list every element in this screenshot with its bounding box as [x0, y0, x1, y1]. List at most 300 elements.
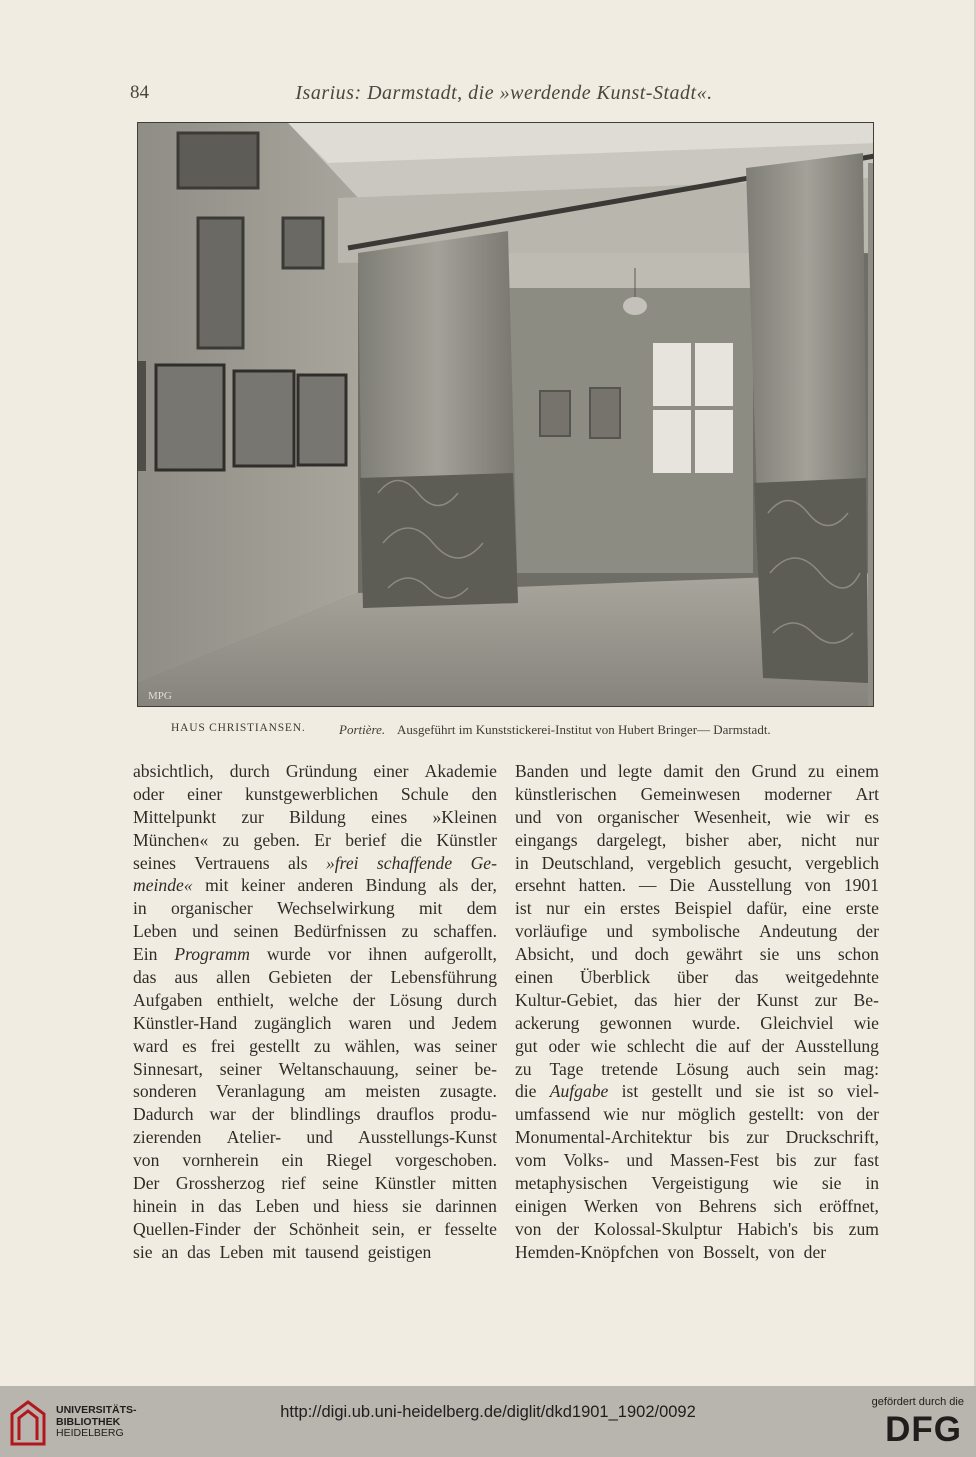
- word: Gebieten: [268, 967, 332, 988]
- word: Ausstellungs-Kunst: [358, 1127, 497, 1148]
- word: Quellen-Finder: [133, 1218, 241, 1239]
- word: »frei: [325, 852, 359, 873]
- word: fast: [853, 1150, 879, 1171]
- text-line: [133, 1241, 497, 1264]
- text-line: [515, 1035, 879, 1058]
- word: und: [606, 921, 633, 942]
- running-title: Isarius: Darmstadt, die »werdende Kunst-Stadt«.: [295, 82, 713, 104]
- word: und: [626, 1150, 653, 1171]
- word: über: [676, 967, 709, 988]
- word: das: [218, 1195, 242, 1216]
- text-line: [133, 852, 497, 875]
- word: gestellt: [651, 1081, 703, 1102]
- word: Banden: [515, 761, 569, 781]
- text-line: [515, 1172, 879, 1195]
- word: war: [209, 1104, 236, 1125]
- word: Ausstellung: [707, 875, 792, 896]
- word: Absicht,: [515, 944, 575, 965]
- word: der: [803, 1241, 827, 1262]
- text-line: [133, 966, 497, 989]
- word: Grossherzog: [175, 1173, 265, 1194]
- text-line: [515, 1012, 879, 1035]
- word: von: [667, 1241, 695, 1262]
- word: Kolossal-Skulptur: [594, 1218, 723, 1239]
- word: schaffen.: [433, 921, 497, 942]
- word: fesselte: [444, 1218, 497, 1239]
- word: darinnen: [435, 1195, 497, 1216]
- word: es: [864, 806, 879, 827]
- word: der: [349, 967, 373, 988]
- word: zierenden: [133, 1127, 202, 1148]
- word: in: [865, 1173, 879, 1194]
- word: von: [556, 806, 583, 827]
- word: von: [768, 1241, 795, 1262]
- word: Leben: [219, 1241, 264, 1262]
- word: Aufgabe: [549, 1081, 609, 1102]
- running-head: [130, 82, 878, 110]
- word: Programm: [174, 944, 250, 965]
- interior-photograph: [138, 123, 874, 707]
- word: und: [192, 921, 219, 942]
- text-line: [133, 989, 497, 1012]
- text-line: [133, 1195, 497, 1218]
- word: zu: [807, 761, 825, 781]
- word: hier: [673, 989, 702, 1010]
- word: es: [182, 1035, 197, 1056]
- word: Kultur-Gebiet,: [515, 989, 618, 1010]
- text-line: [515, 1241, 879, 1264]
- word: gewährt: [685, 944, 743, 965]
- library-line-2: BIBLIOTHEK: [56, 1415, 121, 1428]
- word: sie: [133, 1241, 153, 1262]
- word: viel-: [846, 1081, 879, 1102]
- text-line: [515, 897, 879, 920]
- word: Künstler-Hand: [133, 1012, 238, 1033]
- word: zum: [848, 1218, 879, 1239]
- word: vor: [327, 944, 352, 965]
- word: die: [400, 829, 423, 850]
- word: eröffnet,: [819, 1195, 879, 1216]
- word: zu: [313, 1035, 331, 1056]
- word: zur: [746, 1127, 769, 1148]
- word: mag:: [843, 1058, 879, 1079]
- word: Mittelpunkt: [133, 806, 217, 827]
- text-line: [515, 1080, 879, 1103]
- word: als: [438, 875, 459, 896]
- word: einen: [515, 967, 554, 988]
- word: berief: [345, 829, 387, 850]
- text-line: [133, 897, 497, 920]
- word: Bindung: [365, 875, 427, 896]
- word: keiner: [241, 875, 286, 896]
- library-line-1: UNIVERSITÄTS-: [56, 1404, 137, 1416]
- text-line: [515, 1195, 879, 1218]
- word: wie: [590, 1035, 617, 1056]
- word: von: [804, 875, 831, 896]
- caption-location: HAUS CHRISTIANSEN.: [171, 722, 306, 734]
- word: hatten.: [578, 875, 627, 896]
- word: Monumental-Architektur: [515, 1127, 692, 1148]
- word: aber,: [747, 829, 782, 850]
- word: dafür,: [746, 898, 788, 919]
- word: Weltanschauung,: [278, 1058, 399, 1079]
- word: vergeblich: [647, 852, 721, 873]
- text-line: [133, 1172, 497, 1195]
- word: der: [761, 1035, 784, 1056]
- text-column-right: [515, 760, 879, 1264]
- word: gewonnen: [599, 1012, 672, 1033]
- word: Ausstellung: [794, 1035, 879, 1056]
- funding-note: gefördert durch die: [871, 1396, 964, 1408]
- word: mit: [272, 1241, 297, 1262]
- word: bis: [708, 1127, 730, 1148]
- word: hinein: [133, 1195, 177, 1216]
- word: wurde: [266, 944, 311, 965]
- word: Vertrauens: [194, 852, 270, 873]
- word: Volks-: [563, 1150, 610, 1171]
- word: umfassend: [515, 1104, 591, 1125]
- word: Vergeistigung: [651, 1173, 749, 1194]
- word: in: [133, 898, 147, 919]
- word: Bildung: [289, 806, 346, 827]
- word: von: [515, 1218, 542, 1239]
- word: seiner: [454, 1035, 497, 1056]
- word: Gleichviel: [760, 1012, 834, 1033]
- word: Bosselt,: [703, 1241, 760, 1262]
- word: hiess: [353, 1195, 389, 1216]
- text-line: [133, 1103, 497, 1126]
- word: vorgeschoben.: [395, 1150, 497, 1171]
- caption-text: Ausgeführt im Kunststickerei-Institut von Hubert Bringer— Darmstadt.: [397, 722, 771, 737]
- word: einem: [835, 761, 879, 781]
- word: welche: [288, 989, 339, 1010]
- word: »Kleinen: [432, 806, 497, 827]
- word: drauflos: [376, 1104, 435, 1125]
- word: Wechselwirkung: [276, 898, 395, 919]
- word: in: [515, 852, 529, 873]
- word: den: [471, 783, 497, 804]
- word: sie: [759, 944, 780, 965]
- wall-picture: [198, 218, 243, 348]
- word: wie: [853, 1012, 879, 1033]
- word: von: [655, 1195, 682, 1216]
- text-line: [515, 1103, 879, 1126]
- word: Leben: [255, 1195, 300, 1216]
- word: tretende: [601, 1058, 658, 1079]
- word: schon: [837, 944, 879, 965]
- word: ihnen: [368, 944, 408, 965]
- word: von: [817, 1104, 844, 1125]
- word: der: [253, 1218, 276, 1239]
- word: der: [856, 921, 879, 942]
- word: ackerung: [515, 1012, 580, 1033]
- word: seines: [133, 852, 176, 873]
- word: ist: [787, 1081, 805, 1102]
- word: so: [817, 1081, 834, 1102]
- word: erste: [845, 898, 879, 919]
- word: nur: [855, 829, 879, 850]
- word: dargelegt,: [596, 829, 667, 850]
- word: Hemden-Knöpfchen: [515, 1241, 659, 1262]
- word: zugänglich: [254, 1012, 332, 1033]
- word: Deutschland,: [541, 852, 635, 873]
- text-line: [515, 920, 879, 943]
- word: und: [715, 1081, 742, 1102]
- word: absichtlich,: [133, 761, 214, 781]
- text-line: [133, 760, 497, 783]
- word: wir: [826, 806, 850, 827]
- word: und: [515, 806, 542, 827]
- permalink[interactable]: http://digi.ub.uni-heidelberg.de/diglit/dkd1901_1902/0092: [280, 1403, 696, 1421]
- word: durch: [456, 989, 497, 1010]
- word: Lösung: [675, 1058, 729, 1079]
- word: Gemeinwesen: [640, 783, 741, 804]
- photo-plate: [137, 122, 874, 707]
- text-line: [515, 1218, 879, 1241]
- word: erstes: [619, 898, 661, 919]
- text-line: [133, 1058, 497, 1081]
- word: Dadurch: [133, 1104, 194, 1125]
- word: nicht: [801, 829, 837, 850]
- word: Veranlagung: [216, 1081, 305, 1102]
- text-column-left: [133, 760, 497, 1264]
- word: den: [714, 761, 741, 781]
- word: das: [187, 1241, 211, 1262]
- word: der: [556, 1218, 579, 1239]
- word: sie: [755, 1081, 775, 1102]
- word: symbolische: [652, 921, 740, 942]
- word: schaffende: [376, 852, 453, 873]
- word: frei: [210, 1035, 236, 1056]
- text-line: [515, 852, 879, 875]
- word: an: [161, 1241, 179, 1262]
- word: Kunst: [756, 989, 799, 1010]
- word: Grund: [751, 761, 797, 781]
- word: Jedem: [452, 1012, 497, 1033]
- word: Massen-Fest: [669, 1150, 759, 1171]
- text-line: [515, 943, 879, 966]
- word: organischer: [597, 806, 680, 827]
- word: und: [408, 1012, 435, 1033]
- text-line: [133, 943, 497, 966]
- text-line: [515, 966, 879, 989]
- word: der: [352, 989, 376, 1010]
- word: in: [190, 1195, 205, 1216]
- word: sonderen: [133, 1081, 197, 1102]
- word: zu: [401, 921, 419, 942]
- word: was: [413, 1035, 441, 1056]
- word: und: [306, 1127, 333, 1148]
- word: ist: [621, 1081, 639, 1102]
- word: Der: [133, 1173, 160, 1194]
- word: Aufgaben: [133, 989, 203, 1010]
- wall-picture: [156, 365, 224, 470]
- word: möglich: [677, 1104, 736, 1125]
- word: bis: [776, 1150, 797, 1171]
- word: durch: [229, 761, 270, 781]
- text-line: [515, 874, 879, 897]
- word: zusagte.: [439, 1081, 497, 1102]
- word: der,: [470, 875, 497, 896]
- text-line: [515, 829, 879, 852]
- word: produ-: [450, 1104, 497, 1125]
- word: Behrens: [698, 1195, 757, 1216]
- text-line: [515, 1058, 879, 1081]
- text-line: [133, 1035, 497, 1058]
- word: schlecht: [627, 1035, 685, 1056]
- text-line: [515, 1126, 879, 1149]
- word: das: [734, 967, 759, 988]
- word: einer: [187, 783, 223, 804]
- word: Bedürfnissen: [293, 921, 387, 942]
- word: tausend: [305, 1241, 359, 1262]
- word: mit: [418, 898, 443, 919]
- wall-picture: [178, 133, 258, 188]
- word: waren: [348, 1012, 392, 1033]
- word: geistigen: [367, 1241, 432, 1262]
- text-line: [515, 1149, 879, 1172]
- word: weitgedehnte: [785, 967, 879, 988]
- word: Art: [855, 783, 879, 804]
- word: mit: [205, 875, 229, 896]
- figure-caption: [135, 722, 876, 742]
- word: seinen: [233, 921, 279, 942]
- word: auf: [728, 1035, 751, 1056]
- word: Atelier-: [226, 1127, 282, 1148]
- word: Akademie: [424, 761, 497, 781]
- word: geben.: [253, 829, 300, 850]
- word: Überblick: [579, 967, 651, 988]
- word: der: [717, 989, 741, 1010]
- word: die: [695, 1035, 718, 1056]
- word: künstlerischen: [515, 783, 617, 804]
- dfg-logo: DFG: [885, 1410, 962, 1449]
- word: das: [634, 989, 658, 1010]
- word: Tage: [549, 1058, 584, 1079]
- word: nur: [641, 1104, 665, 1125]
- word: ein: [584, 898, 606, 919]
- text-line: [133, 920, 497, 943]
- text-line: [515, 760, 879, 783]
- word: sein: [797, 1058, 826, 1079]
- word: ersehnt: [515, 875, 566, 896]
- word: sie: [821, 1173, 842, 1194]
- word: zur: [814, 989, 838, 1010]
- word: enthielt,: [216, 989, 274, 1010]
- caption-title: Portière.: [339, 722, 386, 737]
- text-line: [515, 783, 879, 806]
- word: Habich's: [737, 1218, 798, 1239]
- text-line: [133, 1080, 497, 1103]
- word: die: [515, 1081, 537, 1102]
- word: das: [133, 967, 157, 988]
- word: zu: [222, 829, 240, 850]
- word: Druckschrift,: [785, 1127, 879, 1148]
- word: auch: [746, 1058, 780, 1079]
- word: bis: [813, 1218, 834, 1239]
- word: Lösung: [389, 989, 443, 1010]
- word: einigen: [515, 1195, 567, 1216]
- word: er: [417, 1218, 432, 1239]
- word: gestellt:: [748, 1104, 805, 1125]
- text-line: [133, 874, 497, 897]
- word: gesucht,: [733, 852, 793, 873]
- word: moderner: [764, 783, 832, 804]
- word: Schule: [400, 783, 449, 804]
- word: anderen: [297, 875, 354, 896]
- word: kunstgewerblichen: [245, 783, 379, 804]
- word: aus: [174, 967, 198, 988]
- word: organischer: [170, 898, 253, 919]
- word: be-: [474, 1058, 497, 1079]
- word: Künstler: [374, 1173, 436, 1194]
- text-line: [515, 989, 879, 1012]
- word: zu: [515, 1058, 532, 1079]
- word: Be-: [853, 989, 879, 1010]
- word: Künstler: [436, 829, 497, 850]
- word: seiner: [219, 1058, 262, 1079]
- word: Ein: [133, 944, 158, 965]
- word: nur: [546, 898, 570, 919]
- word: Ge-: [470, 852, 497, 873]
- word: ist: [515, 898, 532, 919]
- word: wie: [603, 1104, 629, 1125]
- word: vergeblich: [805, 852, 879, 873]
- word: seiner: [415, 1058, 458, 1079]
- wall-picture: [283, 218, 323, 268]
- word: sich: [773, 1195, 803, 1216]
- word: wie: [772, 1173, 798, 1194]
- text-line: [133, 1012, 497, 1035]
- word: Andeutung: [759, 921, 838, 942]
- word: gut: [515, 1035, 538, 1056]
- text-line: [133, 829, 497, 852]
- text-line: [515, 806, 879, 829]
- word: vom: [515, 1150, 547, 1171]
- word: Riegel: [326, 1150, 373, 1171]
- word: aufgerollt,: [424, 944, 497, 965]
- library-line-3: HEIDELBERG: [56, 1427, 124, 1439]
- word: rief: [281, 1173, 306, 1194]
- word: oder: [133, 783, 165, 804]
- word: ward: [133, 1035, 169, 1056]
- word: Leben: [133, 921, 177, 942]
- word: legte: [617, 761, 653, 781]
- word: der: [856, 1104, 879, 1125]
- word: eingangs: [515, 829, 578, 850]
- word: wurde.: [691, 1012, 741, 1033]
- word: vorläufige: [515, 921, 588, 942]
- word: und: [313, 1195, 340, 1216]
- word: 1901: [843, 875, 879, 896]
- word: eines: [371, 806, 408, 827]
- word: von: [133, 1150, 160, 1171]
- wall-picture: [234, 371, 294, 466]
- word: Wesenheit,: [693, 806, 772, 827]
- word: uns: [796, 944, 821, 965]
- word: vornherein: [182, 1150, 259, 1171]
- word: doch: [634, 944, 669, 965]
- word: Die: [669, 875, 695, 896]
- word: Beispiel: [674, 898, 733, 919]
- word: allen: [216, 967, 251, 988]
- word: bisher: [685, 829, 729, 850]
- text-line: [133, 1149, 497, 1172]
- text-line: [133, 1218, 497, 1241]
- word: München«: [133, 829, 209, 850]
- word: der: [251, 1104, 275, 1125]
- text-line: [133, 783, 497, 806]
